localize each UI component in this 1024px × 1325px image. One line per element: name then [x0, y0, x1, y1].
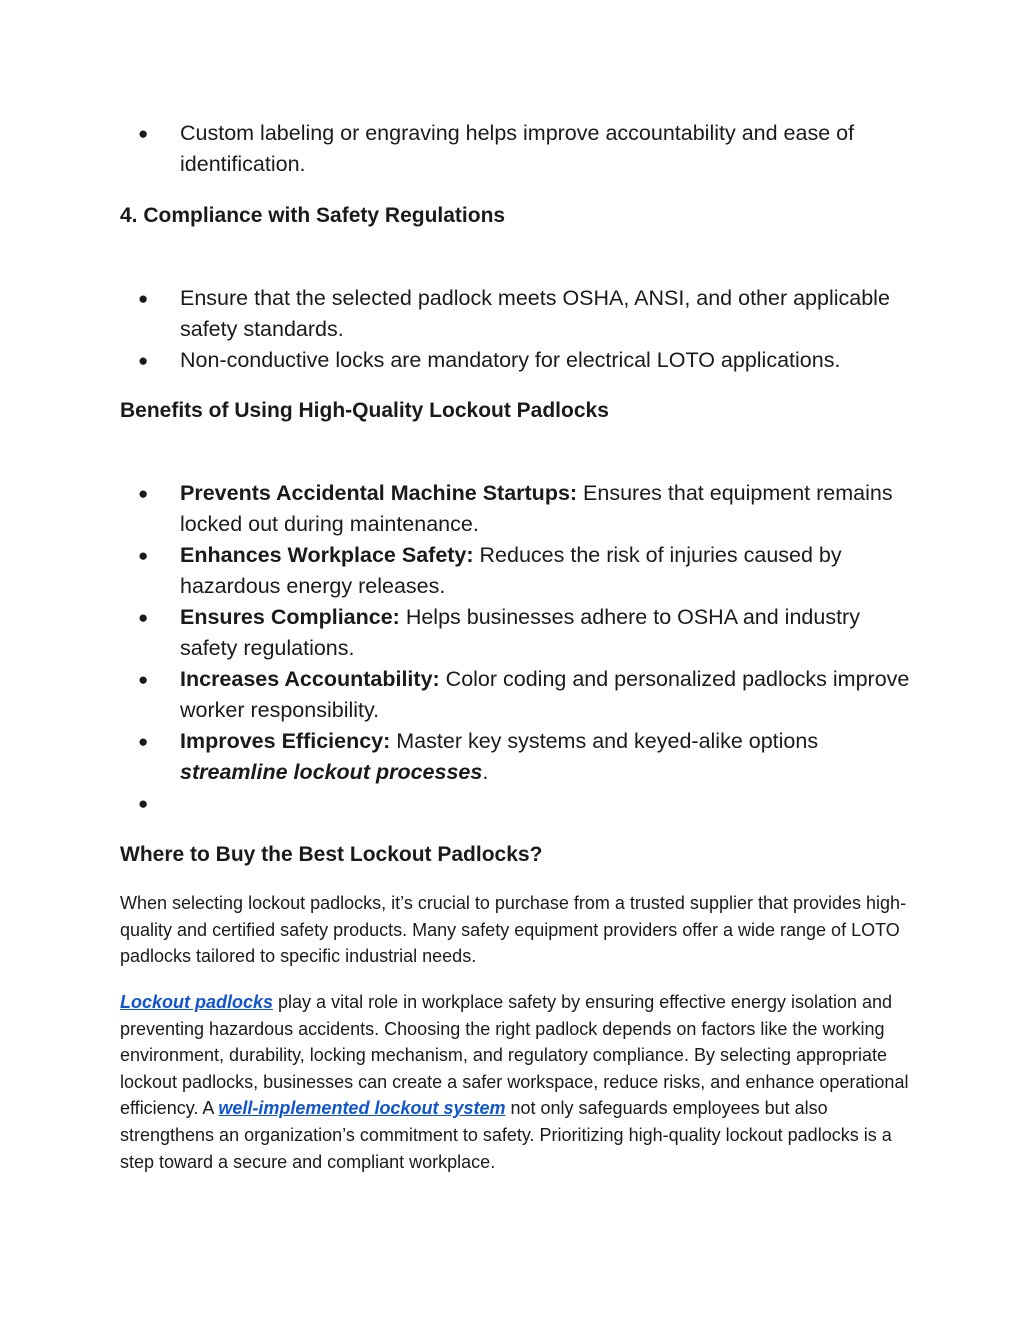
bullet-icon: ●	[138, 794, 149, 813]
benefit-label: Enhances Workplace Safety:	[180, 543, 474, 567]
bullet-icon: ●	[138, 732, 149, 751]
benefit-label: Increases Accountability:	[180, 667, 440, 691]
where-to-buy-paragraph: When selecting lockout padlocks, it’s crucial to purchase from a trusted supplier that provides high-quality and certified safety products. Many safety equipment providers offer a wide range of LOTO padlocks tailored to specific industrial needs.	[120, 893, 907, 967]
list-item	[120, 540, 920, 602]
list-item	[120, 345, 920, 376]
benefit-text: Helps businesses adhere to OSHA and industry safety regulations.	[180, 605, 860, 660]
benefit-text: Reduces the risk of injuries caused by hazardous energy releases.	[180, 543, 842, 598]
bullet-icon: ●	[138, 124, 149, 143]
section-heading-benefits: Benefits of Using High-Quality Lockout Padlocks	[120, 399, 609, 422]
benefit-tail: .	[482, 760, 489, 784]
section-heading-where-to-buy: Where to Buy the Best Lockout Padlocks?	[120, 843, 543, 866]
section-heading-compliance: 4. Compliance with Safety Regulations	[120, 204, 506, 227]
benefit-label: Ensures Compliance:	[180, 605, 400, 629]
compliance-list	[120, 283, 920, 376]
benefit-text: Master key systems and keyed-alike options	[390, 729, 819, 753]
benefit-label: Prevents Accidental Machine Startups:	[180, 481, 578, 505]
list-item	[120, 118, 920, 180]
bullet-icon: ●	[138, 484, 149, 503]
bullet-icon: ●	[138, 670, 149, 689]
list-item-text: Custom labeling or engraving helps improve accountability and ease of identification.	[180, 121, 855, 176]
bullet-icon: ●	[138, 289, 149, 308]
benefit-emphasis: streamline lockout processes	[180, 760, 483, 784]
benefits-list	[120, 478, 920, 819]
bullet-icon: ●	[138, 351, 149, 370]
list-item	[120, 478, 920, 540]
list-item	[120, 602, 920, 664]
list-item	[120, 283, 920, 345]
list-item	[120, 664, 920, 726]
conclusion-text-2: not only safeguards employees but also strengthens an organization’s commitment to safety. Prioritizing high-quality lockout padlocks is a step toward a secure and compliant workplace.	[120, 1098, 892, 1172]
list-item-text: Ensure that the selected padlock meets OSHA, ANSI, and other applicable safety standards.	[180, 286, 890, 341]
benefit-text: Color coding and personalized padlocks improve worker responsibility.	[180, 667, 910, 722]
list-item-text: Non-conductive locks are mandatory for electrical LOTO applications.	[180, 348, 841, 372]
list-item-empty	[120, 788, 920, 819]
conclusion-paragraph	[120, 989, 910, 1175]
lockout-system-link[interactable]: well-implemented lockout system	[218, 1098, 506, 1119]
lockout-padlocks-link[interactable]: Lockout padlocks	[120, 992, 274, 1012]
bullet-icon: ●	[138, 608, 149, 627]
benefit-label: Improves Efficiency:	[180, 729, 391, 753]
bullet-icon: ●	[138, 546, 149, 565]
benefit-text: Ensures that equipment remains locked out during maintenance.	[180, 481, 893, 536]
conclusion-text-1: play a vital role in workplace safety by ensuring effective energy isolation and preventing hazardous accidents. Choosing the right padlock depends on factors like the working environment, durability, locking mechanism, and regulatory compliance. By selecting appropriate lockout padlocks, businesses can create a safer workspace, reduce risks, and enhance operational efficiency. A	[120, 992, 909, 1119]
list-item	[120, 726, 920, 788]
identification-list	[120, 118, 920, 180]
